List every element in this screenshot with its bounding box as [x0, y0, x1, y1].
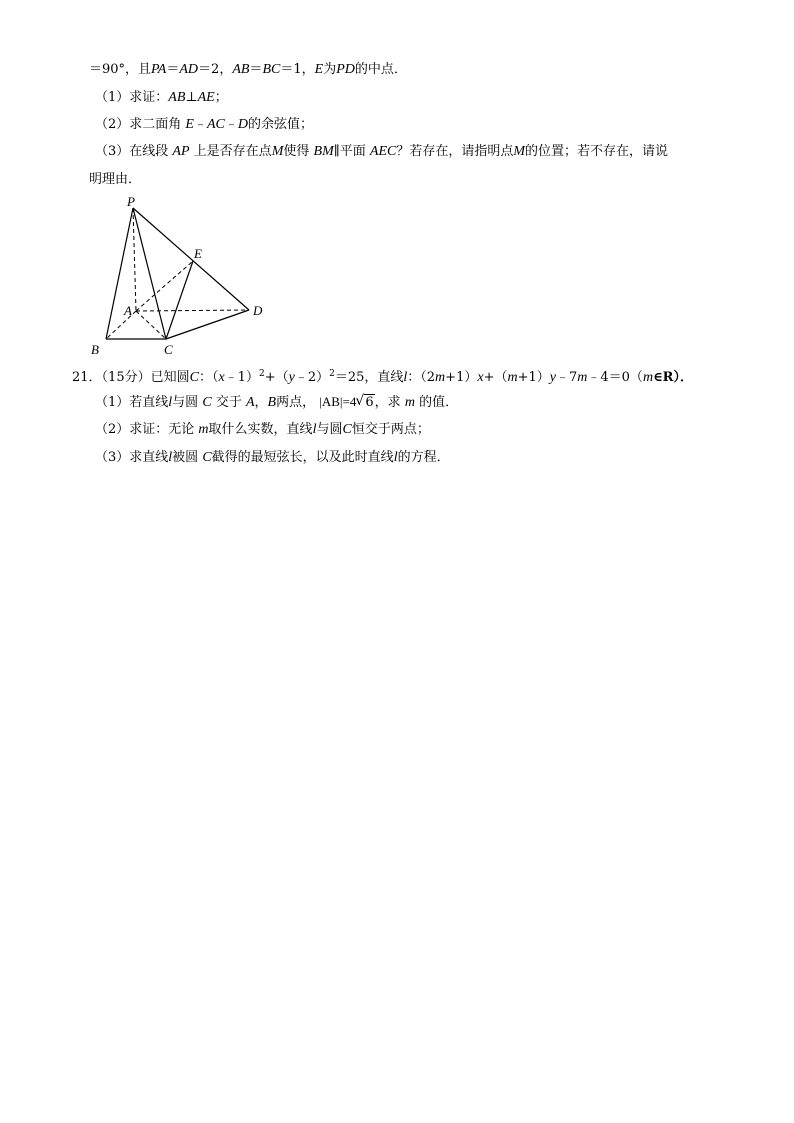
pyramid-figure	[86, 194, 271, 360]
q21-statement: 21．（15分）已知圆C：（x﹣1）$^2$+（y﹣2）$^2$＝25，直线l：（2m+1）x+（m+1）y﹣7m﹣4＝0（m∈R）．	[72, 369, 693, 385]
q20-part3: （3）在线段 AP 上是否存在点M使得 BM∥平面 AEC？若存在，请指明点M的位置；若不存在，请说	[95, 144, 669, 159]
edge-PC	[133, 208, 166, 339]
label-E: E	[194, 246, 202, 261]
q21-part2: （2）求证：无论 m取什么实数，直线l与圆C恒交于两点；	[95, 422, 430, 437]
edge-AC	[136, 311, 166, 339]
q20-part3-continuation: 明理由．	[89, 172, 142, 187]
q20-condition-line: ＝90°，且PA＝AD＝2，AB＝BC＝1，E为PD的中点．	[89, 62, 407, 77]
edge-CD	[166, 310, 249, 339]
q21-part3: （3）求直线l被圆 C截得的最短弦长，以及此时直线l的方程．	[95, 450, 450, 465]
q21-part1: （1）若直线l与圆 C 交于 A，B两点， |AB|=4√ 6，求 m 的值．	[95, 393, 458, 412]
edge-AD	[136, 310, 249, 311]
label-B: B	[91, 342, 99, 357]
label-C: C	[164, 342, 173, 357]
label-D: D	[253, 303, 263, 318]
label-P: P	[127, 194, 135, 209]
q20-part2: （2）求二面角 E﹣AC﹣D的余弦值；	[95, 117, 314, 132]
q20-part1: （1）求证：AB⊥AE；	[95, 90, 228, 105]
sqrt-6: √ 6	[356, 394, 374, 412]
edge-PD	[133, 208, 249, 310]
label-A: A	[124, 303, 132, 318]
edge-PA	[133, 208, 136, 311]
edge-PB	[106, 208, 133, 339]
